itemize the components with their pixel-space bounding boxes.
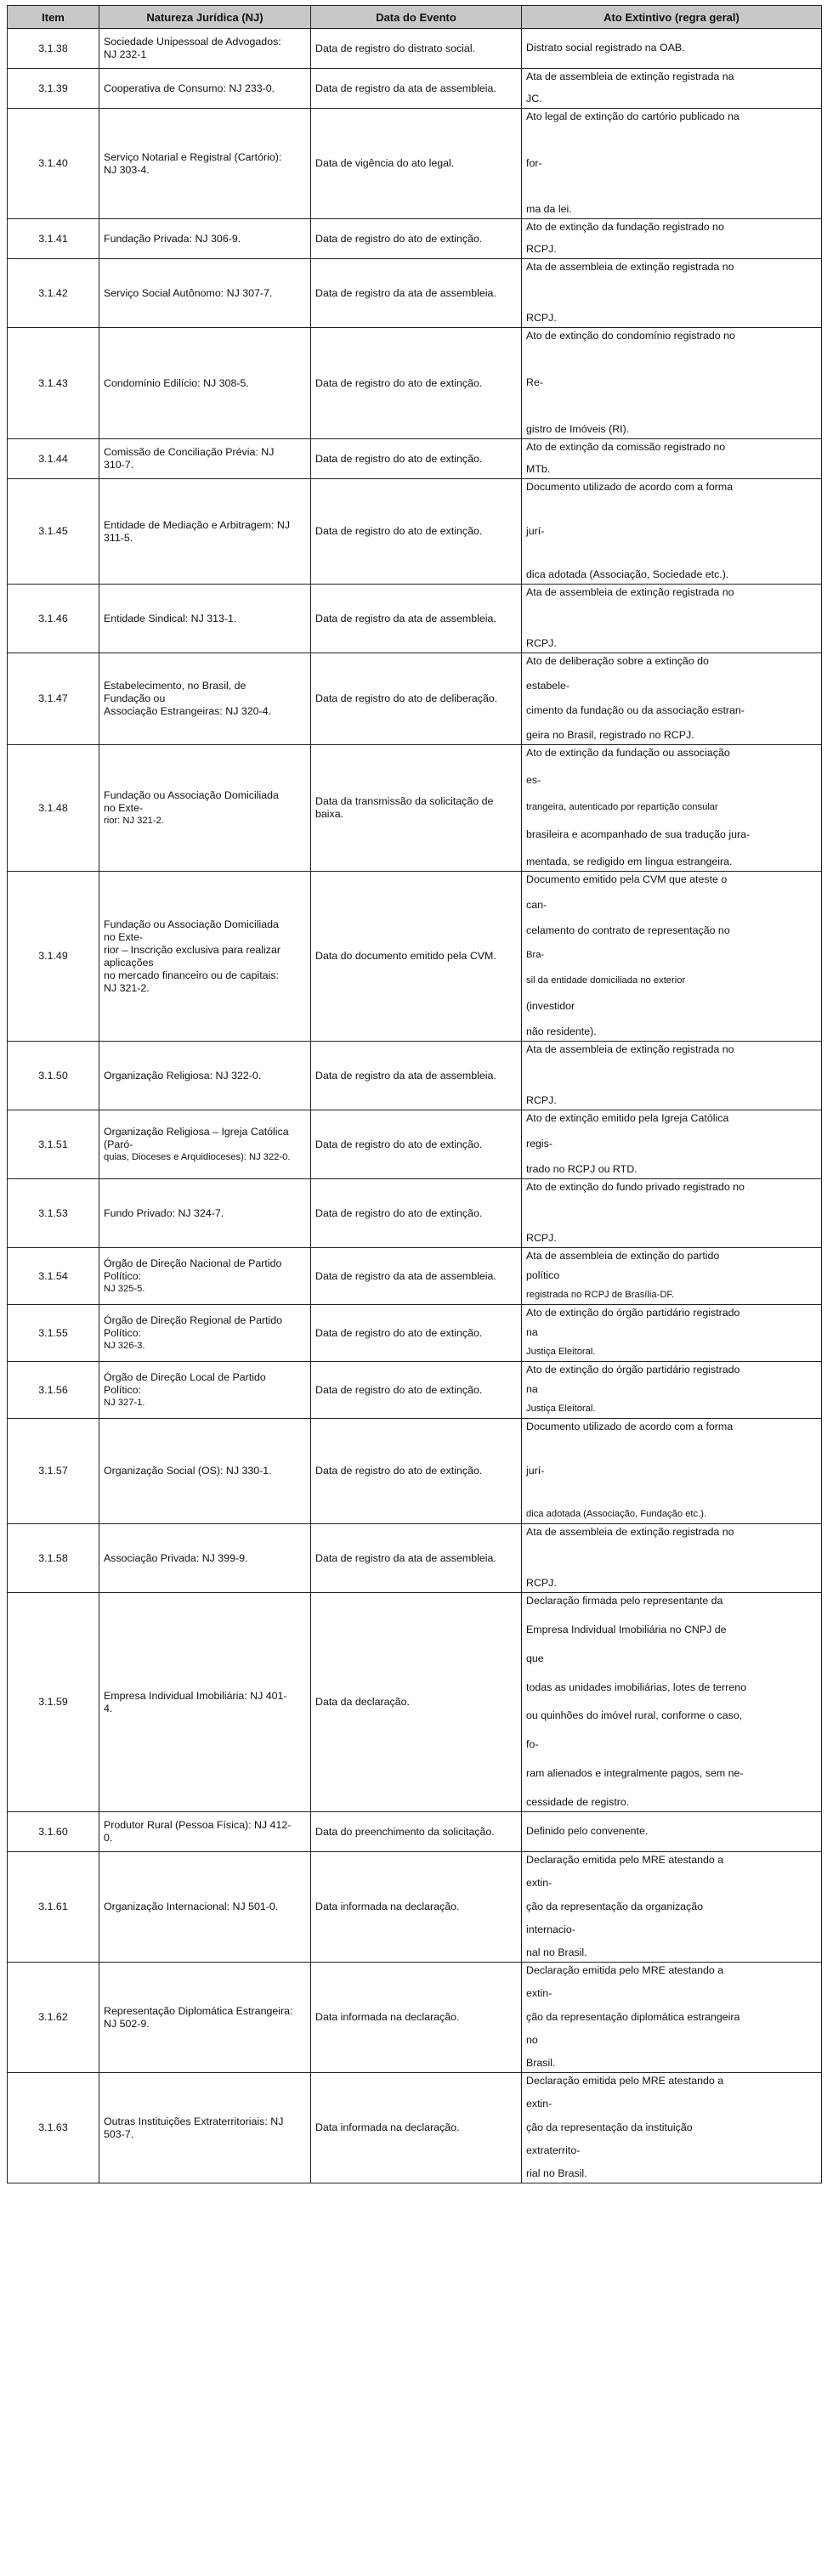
ato-extintivo-line: Brasil. bbox=[526, 2057, 556, 2069]
ato-extintivo-line: Ata de assembleia de extinção do partido bbox=[526, 1250, 720, 1262]
natureza-juridica-line: rior – Inscrição exclusiva para realizar bbox=[104, 943, 280, 956]
natureza-juridica-line: rior: NJ 321-2. bbox=[104, 815, 164, 826]
ato-extintivo-line: na bbox=[526, 1326, 538, 1338]
data-do-evento-cell: Data de registro da ata de assembleia. bbox=[311, 1042, 522, 1110]
table-row bbox=[8, 69, 822, 109]
table-row bbox=[8, 109, 822, 219]
ato-extintivo-line: (investidor bbox=[526, 1000, 575, 1013]
ato-extintivo-line: ção da representação diplomática estrangeira bbox=[526, 2010, 740, 2023]
natureza-juridica-cell bbox=[99, 439, 311, 479]
ato-extintivo-line: RCPJ. bbox=[526, 312, 557, 324]
item-number: 3.1.55 bbox=[8, 1305, 99, 1362]
natureza-juridica-cell bbox=[99, 109, 311, 219]
item-number: 3.1.60 bbox=[8, 1812, 99, 1852]
ato-extintivo-cell bbox=[522, 1248, 822, 1305]
ato-extintivo-cell bbox=[522, 745, 822, 872]
item-number: 3.1.62 bbox=[8, 1963, 99, 2073]
item-number: 3.1.43 bbox=[8, 328, 99, 439]
ato-extintivo-line: nal no Brasil. bbox=[526, 1946, 587, 1958]
natureza-juridica-line: Produtor Rural (Pessoa Física): NJ 412- bbox=[104, 1819, 292, 1831]
data-do-evento-cell: Data de registro da ata de assembleia. bbox=[311, 1524, 522, 1593]
natureza-juridica-line: Político: bbox=[104, 1326, 142, 1339]
ato-extintivo-line: brasileira e acompanhado de sua tradução jura- bbox=[526, 828, 751, 840]
table-row bbox=[8, 1963, 822, 2073]
data-do-evento-cell: Data do preenchimento da solicitação. bbox=[311, 1812, 522, 1852]
ato-extintivo-line: RCPJ. bbox=[526, 1577, 557, 1589]
ato-extintivo-cell bbox=[522, 585, 822, 653]
item-number: 3.1.63 bbox=[8, 2073, 99, 2183]
ato-extintivo-line: jurí- bbox=[526, 524, 545, 537]
natureza-juridica-line: Órgão de Direção Local de Partido bbox=[104, 1370, 266, 1383]
ato-extintivo-line: sil da entidade domiciliada no exterior bbox=[526, 975, 686, 986]
data-do-evento-cell: Data de vigência do ato legal. bbox=[311, 109, 522, 219]
ato-extintivo-line: na bbox=[526, 1383, 538, 1395]
natureza-juridica-line: NJ 326-3. bbox=[104, 1340, 145, 1351]
natureza-juridica-cell bbox=[99, 219, 311, 259]
ato-extintivo-line: for- bbox=[526, 156, 542, 169]
data-do-evento-cell: Data de registro do ato de extinção. bbox=[311, 1179, 522, 1248]
natureza-juridica-line: (Paró- bbox=[104, 1138, 133, 1150]
ato-extintivo-line: Ato de deliberação sobre a extinção do bbox=[526, 655, 709, 667]
natureza-juridica-line: Organização Religiosa: NJ 322-0. bbox=[104, 1069, 262, 1082]
item-number: 3.1.39 bbox=[8, 69, 99, 109]
natureza-juridica-line: Fundação ou Associação Domiciliada bbox=[104, 788, 279, 801]
natureza-juridica-line: Cooperativa de Consumo: NJ 233-0. bbox=[104, 82, 275, 94]
ato-extintivo-line: RCPJ. bbox=[526, 243, 557, 255]
natureza-juridica-cell bbox=[99, 745, 311, 872]
ato-extintivo-line: Declaração emitida pelo MRE atestando a bbox=[526, 1964, 724, 1976]
natureza-juridica-line: Político: bbox=[104, 1383, 142, 1396]
natureza-juridica-line: NJ 327-1. bbox=[104, 1397, 145, 1408]
document-page bbox=[7, 5, 821, 2183]
ato-extintivo-cell bbox=[522, 2073, 822, 2183]
natureza-juridica-line: no Exte- bbox=[104, 930, 144, 943]
ato-extintivo-line: Declaração firmada pelo representante da bbox=[526, 1595, 723, 1607]
natureza-juridica-cell bbox=[99, 1042, 311, 1110]
ato-extintivo-line: geira no Brasil, registrado no RCPJ. bbox=[526, 729, 694, 741]
ato-extintivo-line: ou quinhões do imóvel rural, conforme o caso, bbox=[526, 1709, 743, 1722]
header-data-do-evento: Data do Evento bbox=[311, 6, 522, 29]
item-number: 3.1.48 bbox=[8, 745, 99, 872]
ato-extintivo-line: dica adotada (Associação, Fundação etc.). bbox=[526, 1509, 707, 1519]
table-row bbox=[8, 219, 822, 259]
header-natureza-juridica: Natureza Jurídica (NJ) bbox=[99, 6, 311, 29]
header-item: Item bbox=[8, 6, 99, 29]
ato-extintivo-line: Ato de extinção do condomínio registrado no bbox=[526, 330, 735, 342]
ato-extintivo-line: Declaração emitida pelo MRE atestando a bbox=[526, 1854, 724, 1866]
natureza-juridica-cell bbox=[99, 1305, 311, 1362]
ato-extintivo-line: extin- bbox=[526, 1987, 552, 2000]
item-number: 3.1.54 bbox=[8, 1248, 99, 1305]
ato-extintivo-line: Documento utilizado de acordo com a forma bbox=[526, 1421, 734, 1432]
ato-extintivo-line: Ata de assembleia de extinção registrada no bbox=[526, 1526, 734, 1538]
ato-extintivo-line: Documento emitido pela CVM que ateste o bbox=[526, 873, 728, 885]
ato-extintivo-cell bbox=[522, 328, 822, 439]
ato-extintivo-line: trangeira, autenticado por repartição consular bbox=[526, 802, 718, 812]
ato-extintivo-cell bbox=[522, 29, 822, 69]
data-do-evento-cell: Data de registro do ato de extinção. bbox=[311, 479, 522, 585]
ato-extintivo-line: RCPJ. bbox=[526, 637, 557, 649]
data-do-evento-cell: Data de registro do ato de extinção. bbox=[311, 1305, 522, 1362]
data-do-evento-cell: Data informada na declaração. bbox=[311, 1852, 522, 1963]
item-number: 3.1.56 bbox=[8, 1362, 99, 1419]
ato-extintivo-cell bbox=[522, 1110, 822, 1179]
data-do-evento-cell: Data de registro do ato de extinção. bbox=[311, 1419, 522, 1524]
ato-extintivo-line: Ata de assembleia de extinção registrada na bbox=[526, 71, 734, 82]
table-row bbox=[8, 1305, 822, 1362]
natureza-juridica-cell bbox=[99, 1362, 311, 1419]
ato-extintivo-line: extin- bbox=[526, 1877, 552, 1890]
natureza-juridica-cell bbox=[99, 1179, 311, 1248]
natureza-juridica-table bbox=[7, 5, 822, 2183]
ato-extintivo-line: regis- bbox=[526, 1138, 552, 1150]
ato-extintivo-line: Empresa Individual Imobiliária no CNPJ de bbox=[526, 1623, 727, 1635]
ato-extintivo-cell bbox=[522, 1305, 822, 1362]
item-number: 3.1.45 bbox=[8, 479, 99, 585]
ato-extintivo-line: es- bbox=[526, 774, 541, 786]
data-do-evento-cell: Data informada na declaração. bbox=[311, 2073, 522, 2183]
ato-extintivo-line: Ato legal de extinção do cartório publicado na bbox=[526, 110, 740, 122]
ato-extintivo-line: gistro de Imóveis (RI). bbox=[526, 423, 630, 435]
data-do-evento-cell: Data de registro da ata de assembleia. bbox=[311, 69, 522, 109]
table-row bbox=[8, 1110, 822, 1179]
item-number: 3.1.58 bbox=[8, 1524, 99, 1593]
table-row bbox=[8, 1593, 822, 1812]
natureza-juridica-cell bbox=[99, 29, 311, 69]
table-row bbox=[8, 1852, 822, 1963]
data-do-evento-cell: Data da transmissão da solicitação de baixa. bbox=[311, 745, 522, 872]
table-row bbox=[8, 328, 822, 439]
table-header-row bbox=[8, 6, 822, 29]
table-row bbox=[8, 1179, 822, 1248]
natureza-juridica-cell bbox=[99, 872, 311, 1042]
ato-extintivo-cell bbox=[522, 439, 822, 479]
item-number: 3.1.40 bbox=[8, 109, 99, 219]
natureza-juridica-line: Sociedade Unipessoal de Advogados: bbox=[104, 36, 281, 48]
natureza-juridica-cell bbox=[99, 1852, 311, 1963]
item-number: 3.1.42 bbox=[8, 259, 99, 328]
ato-extintivo-cell bbox=[522, 1963, 822, 2073]
item-number: 3.1.38 bbox=[8, 29, 99, 69]
natureza-juridica-line: quias, Dioceses e Arquidioceses): NJ 322-0. bbox=[104, 1151, 291, 1162]
natureza-juridica-line: NJ 232-1 bbox=[104, 48, 147, 60]
natureza-juridica-line: 310-7. bbox=[104, 459, 134, 471]
natureza-juridica-line: Entidade de Mediação e Arbitragem: NJ bbox=[104, 518, 291, 531]
ato-extintivo-cell bbox=[522, 1042, 822, 1110]
item-number: 3.1.41 bbox=[8, 219, 99, 259]
table-row bbox=[8, 479, 822, 585]
ato-extintivo-line: no bbox=[526, 2033, 538, 2046]
table-row bbox=[8, 1042, 822, 1110]
ato-extintivo-line: ma da lei. bbox=[526, 203, 572, 215]
item-number: 3.1.59 bbox=[8, 1593, 99, 1812]
ato-extintivo-line: mentada, se redigido em língua estrangeira. bbox=[526, 856, 733, 867]
ato-extintivo-cell bbox=[522, 1362, 822, 1419]
ato-extintivo-cell bbox=[522, 1524, 822, 1593]
ato-extintivo-line: político bbox=[526, 1269, 560, 1281]
natureza-juridica-cell bbox=[99, 1110, 311, 1179]
item-number: 3.1.50 bbox=[8, 1042, 99, 1110]
ato-extintivo-line: Definido pelo convenente. bbox=[526, 1825, 649, 1837]
item-number: 3.1.49 bbox=[8, 872, 99, 1042]
natureza-juridica-line: Estabelecimento, no Brasil, de bbox=[104, 680, 246, 692]
data-do-evento-cell: Data de registro da ata de assembleia. bbox=[311, 259, 522, 328]
natureza-juridica-line: Serviço Social Autônomo: NJ 307-7. bbox=[104, 286, 273, 299]
natureza-juridica-line: NJ 325-5. bbox=[104, 1283, 145, 1294]
ato-extintivo-line: internacio- bbox=[526, 1923, 575, 1935]
ato-extintivo-line: MTb. bbox=[526, 463, 551, 475]
ato-extintivo-line: Re- bbox=[526, 376, 543, 388]
data-do-evento-cell: Data de registro da ata de assembleia. bbox=[311, 585, 522, 653]
ato-extintivo-cell bbox=[522, 653, 822, 745]
ato-extintivo-cell bbox=[522, 1419, 822, 1524]
natureza-juridica-line: Organização Social (OS): NJ 330-1. bbox=[104, 1465, 272, 1477]
ato-extintivo-line: cimento da fundação ou da associação estran- bbox=[526, 704, 745, 716]
ato-extintivo-line: trado no RCPJ ou RTD. bbox=[526, 1163, 638, 1175]
natureza-juridica-line: Empresa Individual Imobiliária: NJ 401- bbox=[104, 1689, 287, 1702]
item-number: 3.1.57 bbox=[8, 1419, 99, 1524]
data-do-evento-cell: Data informada na declaração. bbox=[311, 1963, 522, 2073]
item-number: 3.1.44 bbox=[8, 439, 99, 479]
natureza-juridica-line: Condomínio Edilício: NJ 308-5. bbox=[104, 376, 249, 389]
ato-extintivo-line: can- bbox=[526, 898, 547, 911]
item-number: 3.1.53 bbox=[8, 1179, 99, 1248]
natureza-juridica-line: Fundação Privada: NJ 306-9. bbox=[104, 232, 241, 245]
item-number: 3.1.46 bbox=[8, 585, 99, 653]
ato-extintivo-cell bbox=[522, 1179, 822, 1248]
natureza-juridica-line: NJ 321-2. bbox=[104, 981, 150, 994]
natureza-juridica-line: Outras Instituições Extraterritoriais: NJ bbox=[104, 2115, 284, 2127]
ato-extintivo-line: Ata de assembleia de extinção registrada no bbox=[526, 586, 734, 598]
data-do-evento-cell: Data de registro do ato de extinção. bbox=[311, 439, 522, 479]
natureza-juridica-line: 311-5. bbox=[104, 531, 133, 544]
ato-extintivo-line: jurí- bbox=[526, 1464, 545, 1477]
ato-extintivo-line: Distrato social registrado na OAB. bbox=[526, 42, 685, 54]
ato-extintivo-cell bbox=[522, 1852, 822, 1963]
ato-extintivo-line: JC. bbox=[526, 93, 542, 105]
natureza-juridica-line: NJ 303-4. bbox=[104, 163, 150, 176]
table-row bbox=[8, 1362, 822, 1419]
ato-extintivo-line: Ato de extinção da comissão registrado no bbox=[526, 441, 726, 453]
ato-extintivo-line: Ato de extinção do órgão partidário registrado bbox=[526, 1364, 740, 1376]
table-row bbox=[8, 1812, 822, 1852]
ato-extintivo-line: rial no Brasil. bbox=[526, 2167, 587, 2179]
table-row bbox=[8, 1248, 822, 1305]
natureza-juridica-cell bbox=[99, 585, 311, 653]
ato-extintivo-line: Bra- bbox=[526, 950, 545, 961]
ato-extintivo-cell bbox=[522, 479, 822, 585]
data-do-evento-cell: Data de registro do ato de extinção. bbox=[311, 1110, 522, 1179]
natureza-juridica-cell bbox=[99, 1524, 311, 1593]
ato-extintivo-cell bbox=[522, 109, 822, 219]
table-row bbox=[8, 1419, 822, 1524]
ato-extintivo-line: extraterrito- bbox=[526, 2144, 581, 2156]
header-ato-extintivo: Ato Extintivo (regra geral) bbox=[522, 6, 822, 29]
data-do-evento-cell: Data de registro da ata de assembleia. bbox=[311, 1248, 522, 1305]
data-do-evento-cell: Data do documento emitido pela CVM. bbox=[311, 872, 522, 1042]
ato-extintivo-line: ção da representação da instituição bbox=[526, 2121, 693, 2133]
ato-extintivo-cell bbox=[522, 872, 822, 1042]
ato-extintivo-line: Ato de extinção do fundo privado registrado no bbox=[526, 1181, 745, 1193]
ato-extintivo-line: RCPJ. bbox=[526, 1094, 557, 1106]
natureza-juridica-line: no Exte- bbox=[104, 801, 144, 814]
data-do-evento-cell: Data de registro do ato de extinção. bbox=[311, 1362, 522, 1419]
natureza-juridica-cell bbox=[99, 1419, 311, 1524]
natureza-juridica-line: no mercado financeiro ou de capitais: bbox=[104, 969, 279, 981]
ato-extintivo-line: que bbox=[526, 1652, 544, 1664]
table-row bbox=[8, 439, 822, 479]
ato-extintivo-line: Ata de assembleia de extinção registrada no bbox=[526, 1043, 734, 1055]
natureza-juridica-line: Representação Diplomática Estrangeira: bbox=[104, 2004, 293, 2017]
table-row bbox=[8, 872, 822, 1042]
natureza-juridica-line: 0. bbox=[104, 1832, 113, 1844]
natureza-juridica-line: Órgão de Direção Regional de Partido bbox=[104, 1313, 283, 1326]
natureza-juridica-cell bbox=[99, 479, 311, 585]
natureza-juridica-cell bbox=[99, 69, 311, 109]
ato-extintivo-line: Justiça Eleitoral. bbox=[526, 1404, 596, 1414]
ato-extintivo-cell bbox=[522, 1812, 822, 1852]
natureza-juridica-line: Político: bbox=[104, 1269, 142, 1282]
natureza-juridica-line: 503-7. bbox=[104, 2127, 134, 2140]
item-number: 3.1.51 bbox=[8, 1110, 99, 1179]
ato-extintivo-line: dica adotada (Associação, Sociedade etc.). bbox=[526, 568, 729, 580]
table-row bbox=[8, 653, 822, 745]
ato-extintivo-line: registrada no RCPJ de Brasília-DF. bbox=[526, 1290, 675, 1300]
table-row bbox=[8, 585, 822, 653]
ato-extintivo-cell bbox=[522, 69, 822, 109]
item-number: 3.1.61 bbox=[8, 1852, 99, 1963]
ato-extintivo-line: Ato de extinção do órgão partidário registrado bbox=[526, 1307, 740, 1319]
data-do-evento-cell: Data de registro do distrato social. bbox=[311, 29, 522, 69]
natureza-juridica-cell bbox=[99, 1248, 311, 1305]
ato-extintivo-line: Ato de extinção da fundação ou associação bbox=[526, 747, 730, 759]
table-row bbox=[8, 29, 822, 69]
data-do-evento-cell: Data da declaração. bbox=[311, 1593, 522, 1812]
ato-extintivo-line: ção da representação da organização bbox=[526, 1900, 704, 1912]
table-row bbox=[8, 1524, 822, 1593]
natureza-juridica-cell bbox=[99, 1593, 311, 1812]
natureza-juridica-line: aplicações bbox=[104, 956, 154, 969]
ato-extintivo-line: celamento do contrato de representação no bbox=[526, 924, 730, 936]
ato-extintivo-line: fo- bbox=[526, 1738, 539, 1751]
ato-extintivo-cell bbox=[522, 259, 822, 328]
natureza-juridica-line: Organização Internacional: NJ 501-0. bbox=[104, 1901, 279, 1912]
data-do-evento-cell: Data de registro do ato de extinção. bbox=[311, 328, 522, 439]
ato-extintivo-line: Ato de extinção emitido pela Igreja Católica bbox=[526, 1112, 729, 1124]
natureza-juridica-line: Associação Privada: NJ 399-9. bbox=[104, 1551, 248, 1564]
table-row bbox=[8, 259, 822, 328]
ato-extintivo-line: estabele- bbox=[526, 680, 570, 692]
ato-extintivo-line: Documento utilizado de acordo com a forma bbox=[526, 481, 734, 493]
ato-extintivo-cell bbox=[522, 219, 822, 259]
data-do-evento-cell: Data de registro do ato de deliberação. bbox=[311, 653, 522, 745]
natureza-juridica-cell bbox=[99, 1963, 311, 2073]
natureza-juridica-cell bbox=[99, 328, 311, 439]
ato-extintivo-line: ram alienados e integralmente pagos, sem ne- bbox=[526, 1767, 744, 1780]
ato-extintivo-line: todas as unidades imobiliárias, lotes de terreno bbox=[526, 1681, 746, 1693]
table-row bbox=[8, 745, 822, 872]
ato-extintivo-cell bbox=[522, 1593, 822, 1812]
natureza-juridica-line: Serviço Notarial e Registral (Cartório): bbox=[104, 150, 282, 163]
ato-extintivo-line: cessidade de registro. bbox=[526, 1795, 630, 1808]
ato-extintivo-line: Ato de extinção da fundação registrado no bbox=[526, 221, 724, 233]
data-do-evento-cell: Data de registro do ato de extinção. bbox=[311, 219, 522, 259]
natureza-juridica-line: Entidade Sindical: NJ 313-1. bbox=[104, 612, 237, 624]
ato-extintivo-line: Declaração emitida pelo MRE atestando a bbox=[526, 2075, 724, 2087]
natureza-juridica-cell bbox=[99, 1812, 311, 1852]
natureza-juridica-cell bbox=[99, 2073, 311, 2183]
ato-extintivo-line: Justiça Eleitoral. bbox=[526, 1347, 596, 1357]
item-number: 3.1.47 bbox=[8, 653, 99, 745]
natureza-juridica-line: Fundo Privado: NJ 324-7. bbox=[104, 1206, 224, 1219]
ato-extintivo-line: Ata de assembleia de extinção registrada no bbox=[526, 261, 734, 273]
natureza-juridica-line: 4. bbox=[104, 1702, 113, 1715]
natureza-juridica-cell bbox=[99, 653, 311, 745]
natureza-juridica-line: Organização Religiosa – Igreja Católica bbox=[104, 1125, 289, 1138]
natureza-juridica-line: Comissão de Conciliação Prévia: NJ bbox=[104, 446, 275, 458]
natureza-juridica-line: Fundação ou Associação Domiciliada bbox=[104, 918, 279, 930]
natureza-juridica-line: Associação Estrangeiras: NJ 320-4. bbox=[104, 705, 271, 717]
natureza-juridica-line: Fundação ou bbox=[104, 692, 166, 704]
natureza-juridica-cell bbox=[99, 259, 311, 328]
ato-extintivo-line: extin- bbox=[526, 2098, 552, 2110]
ato-extintivo-line: não residente). bbox=[526, 1025, 597, 1037]
natureza-juridica-line: Órgão de Direção Nacional de Partido bbox=[104, 1257, 282, 1269]
ato-extintivo-line: RCPJ. bbox=[526, 1232, 557, 1244]
table-row bbox=[8, 2073, 822, 2183]
natureza-juridica-line: NJ 502-9. bbox=[104, 2017, 150, 2030]
